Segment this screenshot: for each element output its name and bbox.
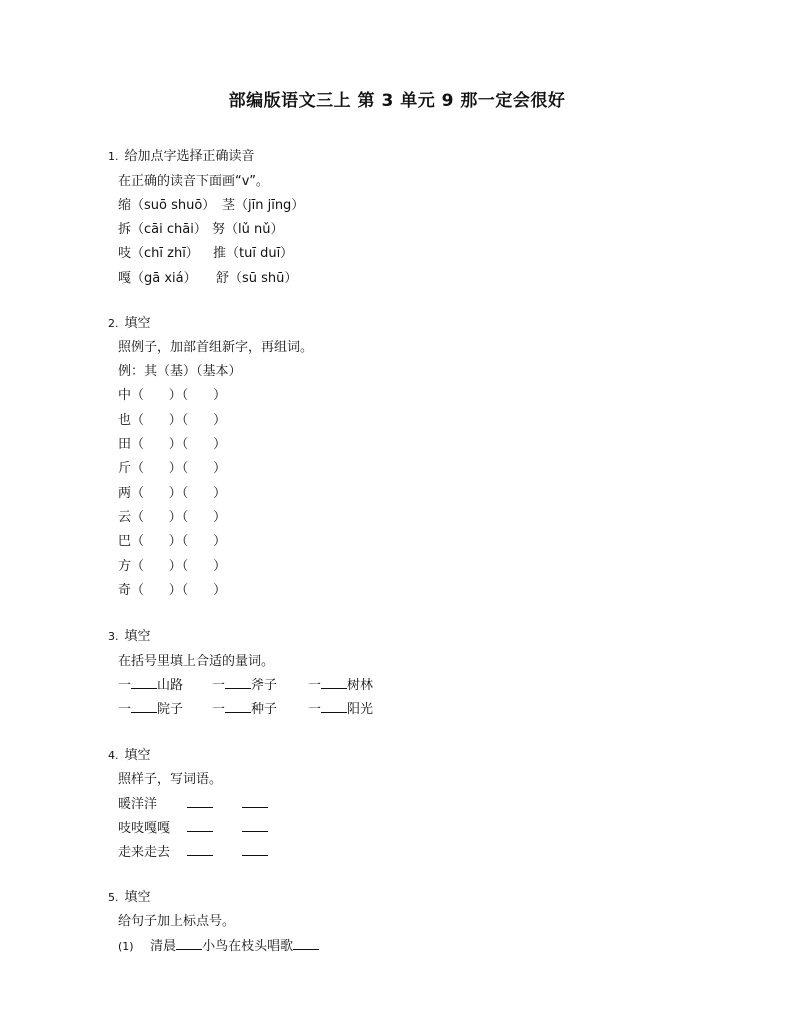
answer-blank[interactable] [242,795,268,808]
base-char: 中 [118,388,132,403]
word-pattern-example: 走来走去 [118,845,171,860]
question-number: 4. [108,749,119,762]
question-title: 填空 [124,316,151,331]
measure-word-item [118,698,183,717]
radical-row [118,482,226,501]
question-3-instruction: 在括号里填上合适的量词。 [118,654,275,669]
measure-word-item [308,698,373,717]
measure-word-item [212,674,277,693]
answer-brackets[interactable]: （ ）（ ） [131,510,227,525]
answer-blank[interactable] [321,676,347,689]
pinyin-option: 缩（suō shuō） [118,198,216,213]
base-char: 奇 [118,583,132,598]
measure-prefix: 一 [308,678,322,693]
question-2-example: 例：其（基）（基本） [118,364,242,379]
measure-word-item [308,674,373,693]
word-pattern-example: 暖洋洋 [118,797,158,812]
answer-brackets[interactable]: （ ）（ ） [131,461,227,476]
pinyin-option: 拆（cāi chāi） [118,222,207,237]
answer-blank[interactable] [293,937,319,950]
question-2-instruction: 照例子，加部首组新字，再组词。 [118,340,314,355]
measure-word-item [212,698,277,717]
base-char: 也 [118,413,132,428]
pinyin-option: 茎（jīn jīng） [222,198,305,213]
question-4-heading [108,744,151,763]
question-3-heading [108,625,151,644]
answer-blank[interactable] [321,700,347,713]
measure-prefix: 一 [212,678,226,693]
question-number: 1. [108,150,119,163]
question-number: 2. [108,317,119,330]
measure-prefix: 一 [212,702,226,717]
page-title: 部编版语文三上 第 3 单元 9 那一定会很好 [228,91,566,111]
question-number: 5. [108,891,119,904]
measure-prefix: 一 [118,702,132,717]
answer-blank[interactable] [187,843,213,856]
measure-noun: 院子 [157,702,184,717]
radical-row [118,555,226,574]
base-char: 斤 [118,461,132,476]
answer-blank[interactable] [225,676,251,689]
question-title: 给加点字选择正确读音 [124,149,255,164]
answer-brackets[interactable]: （ ）（ ） [131,437,227,452]
base-char: 方 [118,559,132,574]
answer-blank[interactable] [242,843,268,856]
pinyin-option: 推（tuī duī） [213,246,294,261]
measure-word-item [118,674,183,693]
item-number: (1) [118,940,134,953]
base-char: 两 [118,486,132,501]
measure-noun: 阳光 [347,702,374,717]
question-5-instruction: 给句子加上标点号。 [118,914,236,929]
answer-brackets[interactable]: （ ）（ ） [131,559,227,574]
answer-brackets[interactable]: （ ）（ ） [131,534,227,549]
answer-brackets[interactable]: （ ）（ ） [131,388,227,403]
pinyin-option: 嘎（gā xiá） [118,271,197,286]
radical-row [118,530,226,549]
answer-blank[interactable] [187,795,213,808]
answer-blank[interactable] [131,700,157,713]
radical-row [118,579,226,598]
question-title: 填空 [124,890,151,905]
answer-blank[interactable] [187,819,213,832]
measure-prefix: 一 [308,702,322,717]
radical-row [118,433,226,452]
question-title: 填空 [124,629,151,644]
word-pattern-example: 吱吱嘎嘎 [118,821,171,836]
sentence-part: 小鸟在枝头唱歌 [202,939,294,954]
measure-noun: 斧子 [251,678,278,693]
radical-row [118,506,226,525]
question-1-heading [108,145,255,164]
measure-noun: 树林 [347,678,374,693]
question-2-heading [108,312,151,331]
answer-blank[interactable] [131,676,157,689]
pinyin-option: 吱（chī zhī） [118,246,199,261]
radical-row [118,384,226,403]
question-title: 填空 [124,748,151,763]
measure-prefix: 一 [118,678,132,693]
question-number: 3. [108,630,119,643]
answer-blank[interactable] [242,819,268,832]
radical-row [118,409,226,428]
radical-row [118,457,226,476]
pinyin-option: 努（lǔ nǔ） [212,222,284,237]
base-char: 田 [118,437,132,452]
measure-noun: 山路 [157,678,184,693]
answer-brackets[interactable]: （ ）（ ） [131,583,227,598]
base-char: 巴 [118,534,132,549]
answer-brackets[interactable]: （ ）（ ） [131,413,227,428]
answer-blank[interactable] [176,937,202,950]
question-4-instruction: 照样子，写词语。 [118,772,223,787]
base-char: 云 [118,510,132,525]
pinyin-option: 舒（sū shū） [216,271,298,286]
punctuation-item [118,935,319,954]
sentence-part: 清晨 [150,939,177,954]
question-1-instruction: 在正确的读音下面画“v”。 [118,174,269,189]
measure-noun: 种子 [251,702,278,717]
question-5-heading [108,886,151,905]
answer-brackets[interactable]: （ ）（ ） [131,486,227,501]
answer-blank[interactable] [225,700,251,713]
